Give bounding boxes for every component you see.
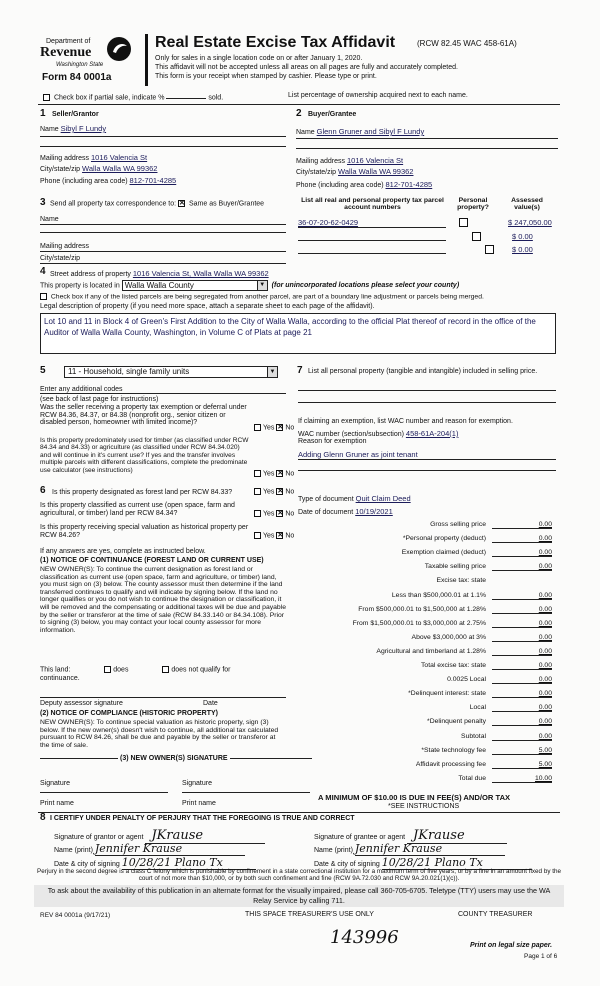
assessed-value-1[interactable]: $ 247,050.00 — [508, 218, 552, 227]
tax-row-value[interactable]: 0.00 — [492, 648, 552, 656]
county-treasurer-label: COUNTY TREASURER — [458, 911, 533, 918]
tax-row-label: Affidavit processing fee — [415, 760, 486, 768]
tax-row-value[interactable]: 0.00 — [492, 690, 552, 698]
buyer-city-row — [296, 167, 558, 176]
historical-question: Is this property receiving special valuation as historical property per RCW 84.26? — [40, 524, 249, 539]
buyer-city-label: City/state/zip — [296, 169, 337, 176]
buyer-phone-row — [296, 180, 558, 189]
street-address-row — [50, 269, 560, 278]
if-yes-note: If any answers are yes, complete as instructed below. — [40, 548, 206, 555]
tax-row-value[interactable]: 0.00 — [492, 733, 552, 741]
seller-phone-field[interactable]: 812-701-4285 — [129, 176, 177, 185]
q2-yes-no — [254, 470, 294, 477]
grantee-signature[interactable]: JKrause — [407, 828, 507, 844]
seller-name-field[interactable]: Sibyl F Lundy — [60, 124, 107, 133]
tax-row — [300, 690, 556, 701]
tax-row — [300, 634, 556, 645]
tax-row — [300, 775, 556, 786]
q1-yes-checkbox[interactable] — [254, 424, 261, 431]
grantee-name-field[interactable]: Jennifer Krause — [355, 842, 505, 856]
seller-name-label: Name — [40, 126, 59, 133]
grantor-date-field[interactable]: 10/28/21 Plano Tx — [122, 856, 256, 870]
chevron-down-icon[interactable]: ▼ — [267, 367, 277, 377]
additional-codes-label: Enter any additional codes — [40, 386, 123, 393]
treasurer-stamp-number: 143996 — [330, 927, 399, 948]
grantor-sig-label: Signature of grantor or agent — [54, 834, 144, 841]
s3-city-row[interactable] — [40, 255, 286, 264]
doc-type-label: Type of document — [298, 496, 354, 503]
s6q1-no-label: No — [285, 488, 295, 496]
does-label: does — [113, 666, 129, 674]
s3-city-label: City/state/zip — [40, 255, 81, 262]
q1-no-checkbox[interactable] — [276, 424, 283, 431]
tax-row — [300, 577, 556, 588]
section4-number: 4 — [40, 266, 46, 277]
notice-line2: This affidavit will not be accepted unless all areas on all pages are fully and accurately completed. — [155, 64, 458, 71]
q1-yes-no — [254, 424, 294, 431]
tax-row-label: Excise tax: state — [436, 577, 486, 585]
assessed-value-3[interactable]: $ 0.00 — [512, 245, 533, 254]
tax-row-label: Less than $500,000.01 at 1.1% — [391, 591, 486, 599]
tax-row — [300, 648, 556, 659]
buyer-phone-label: Phone (including area code) — [296, 182, 384, 189]
s6q1-no-checkbox[interactable] — [276, 488, 283, 495]
see-back-note: (see back of last page for instructions) — [40, 396, 159, 403]
doc-type-row — [298, 494, 411, 503]
notice-continuance-body: NEW OWNER(S): To continue the current designation as forest land or classification as current use (open space, farm and agriculture, or timber) land, you must sign on (3) below. The county assessor must then determine if the land transferred continues to qualify and will indicate by signing below. If the land no longer qualifies or you do not wish to continue the designation or classification, it will be removed and the compensating or additional taxes will be due and payable by the seller or transferor at the time of sale (RCW 84.33.140 or 84.34.108). Prior to signing (3) below, you may contact your local county assessor for more information. — [40, 566, 286, 634]
s3-mailing-row[interactable] — [40, 243, 286, 252]
new-owner-sig-line-1[interactable] — [40, 792, 168, 793]
same-as-buyer-label: Same as Buyer/Grantee — [188, 200, 265, 208]
q2-yes-checkbox[interactable] — [254, 470, 261, 477]
wac-row — [298, 429, 458, 438]
seller-name-line2 — [40, 146, 286, 147]
county-select[interactable] — [122, 280, 268, 291]
new-owner-print-label-2: Print name — [182, 800, 216, 807]
tax-row — [300, 676, 556, 687]
buyer-name-line — [296, 138, 558, 139]
tax-row-value[interactable]: 0.00 — [492, 634, 552, 642]
tax-row — [300, 662, 556, 673]
assessed-value-2[interactable]: $ 0.00 — [512, 232, 533, 241]
additional-codes-row[interactable] — [40, 386, 286, 394]
section8-rule — [38, 812, 560, 813]
seller-name-line — [40, 136, 286, 137]
tax-row — [300, 592, 556, 603]
q1-no-label: No — [285, 424, 295, 432]
tax-row — [300, 620, 556, 631]
wac-field[interactable]: 458-61A-204(1) — [405, 429, 459, 438]
tax-row — [300, 563, 556, 574]
parcel-row-2[interactable] — [298, 232, 446, 241]
grantee-date-field[interactable]: 10/28/21 Plano Tx — [382, 856, 532, 870]
tax-row-value[interactable]: 0.00 — [492, 592, 552, 600]
tax-row-label: Exemption claimed (deduct) — [401, 549, 486, 557]
s6q2-yes-checkbox[interactable] — [254, 510, 261, 517]
tax-row-value[interactable]: 0.00 — [492, 704, 552, 712]
section8-number: 8 — [40, 812, 46, 823]
tax-row — [300, 549, 556, 560]
grantee-name-row — [314, 842, 505, 856]
parcel-number-1: 36-07-20-62-0429 — [298, 218, 359, 227]
does-checkbox[interactable] — [104, 666, 111, 673]
q1-yes-label: Yes — [263, 424, 275, 432]
personal-property-header: Personal property? — [457, 197, 489, 211]
tax-row-label: *State technology fee — [421, 746, 486, 754]
tax-row — [300, 521, 556, 532]
ownership-note: List percentage of ownership acquired next to each name. — [288, 92, 468, 99]
reason-line-2[interactable] — [298, 470, 556, 471]
new-owner-signature-title: (3) NEW OWNER(S) SIGNATURE — [120, 755, 228, 762]
dept-line2: Revenue — [40, 45, 92, 60]
rcw-reference: (RCW 82.45 WAC 458-61A) — [417, 39, 517, 48]
segregated-row — [40, 293, 560, 300]
tax-row-label: Local — [469, 704, 486, 712]
certify-statement: I CERTIFY UNDER PENALTY OF PERJURY THAT THE FOREGOING IS TRUE AND CORRECT — [50, 815, 355, 822]
dept-line1: Department of — [46, 38, 91, 45]
grantor-name-field[interactable]: Jennifer Krause — [95, 842, 245, 856]
section2-number: 2 — [296, 108, 302, 119]
seller-name-row — [40, 124, 286, 133]
tax-row — [300, 747, 556, 758]
exemption-note: If claiming an exemption, list WAC number and reason for exemption. — [298, 418, 513, 425]
correspondence-label: Send all property tax correspondence to: — [50, 200, 177, 208]
correspondence-row — [50, 200, 264, 207]
buyer-mailing-field[interactable]: 1016 Valencia St — [346, 156, 404, 165]
this-land-row — [40, 666, 231, 673]
tax-row-value[interactable]: 5.00 — [492, 747, 552, 755]
doc-date-field[interactable]: 10/19/2021 — [355, 507, 393, 516]
tax-row-label: Total due — [458, 774, 486, 782]
tax-row — [300, 733, 556, 744]
minimum-due-note: A MINIMUM OF $10.00 IS DUE IN FEE(S) AND/OR TAX — [318, 793, 511, 802]
seller-phone-label: Phone (including area code) — [40, 178, 128, 185]
s6q2-yes-no — [254, 510, 294, 517]
tax-row-value[interactable]: 0.00 — [492, 676, 552, 684]
tax-row-value[interactable]: 0.00 — [492, 662, 552, 670]
unincorporated-note: (for unincorporated locations please select your county) — [271, 282, 460, 290]
tax-row-label: Agricultural and timberland at 1.28% — [376, 647, 486, 655]
s3-name-label: Name — [40, 216, 59, 223]
segregated-label: Check box if any of the listed parcels are being segregated from another parcel, are part of a boundary line adjustment or parcels being merged. — [50, 293, 484, 301]
section3-number: 3 — [40, 197, 46, 208]
seller-mailing-field[interactable]: 1016 Valencia St — [90, 153, 148, 162]
section1-number: 1 — [40, 108, 46, 119]
buyer-phone-field[interactable]: 812-701-4285 — [385, 180, 433, 189]
located-in-label: This property is located in — [40, 282, 120, 290]
new-owner-sig-label-1: Signature — [40, 780, 70, 787]
buyer-name-line2 — [296, 148, 558, 149]
doc-date-row — [298, 507, 393, 516]
parcel-list-header: List all real and personal property tax parcel account numbers — [301, 197, 444, 211]
treasurer-use-label: THIS SPACE TREASURER'S USE ONLY — [245, 911, 374, 918]
seller-mailing-row — [40, 153, 286, 162]
s6q2-no-checkbox[interactable] — [276, 510, 283, 517]
located-in-row — [40, 280, 459, 291]
s7-blank-line-1[interactable] — [298, 390, 556, 391]
q2-yes-label: Yes — [263, 470, 275, 478]
tax-row-value[interactable]: 0.00 — [492, 521, 552, 529]
s6q1-yes-checkbox[interactable] — [254, 488, 261, 495]
street-address-field[interactable]: 1016 Valencia St, Walla Walla WA 99362 — [132, 269, 269, 278]
seller-city-field[interactable]: Walla Walla WA 99362 — [82, 164, 158, 173]
chevron-down-icon[interactable]: ▼ — [257, 281, 267, 290]
tax-row-label: Total excise tax: state — [421, 662, 486, 669]
s6q3-no-checkbox[interactable] — [276, 532, 283, 539]
section6-number: 6 — [40, 485, 46, 496]
dor-emblem-icon — [106, 36, 132, 62]
tax-row-label: From $1,500,000.01 to $3,000,000 at 2.75% — [352, 619, 486, 627]
parcel-row-1[interactable] — [298, 218, 446, 228]
partial-sale-checkbox[interactable] — [43, 94, 50, 101]
grantor-name-row — [54, 842, 245, 856]
s6q1-yes-no — [254, 488, 294, 495]
seller-phone-row — [40, 176, 286, 185]
s6q2-yes-label: Yes — [263, 510, 275, 518]
section7-number: 7 — [297, 365, 303, 376]
s3-blank-line — [40, 232, 286, 233]
use-code-select[interactable] — [64, 366, 278, 378]
tax-row-label: *Delinquent penalty — [427, 718, 486, 726]
timber-question: Is this property predominately used for timber (as classified under RCW 84.34 and 84.33) or agriculture (as classified under RCW 84.34.020) and will continue in it's current use? If yes and the transfer involves multiple parcels with different classifications, complete the predominate use calculator (see instructions) — [40, 437, 249, 474]
continuance-label: continuance. — [40, 675, 80, 682]
buyer-city-field[interactable]: Walla Walla WA 99362 — [338, 167, 414, 176]
seller-city-label: City/state/zip — [40, 166, 81, 173]
personal-property-list-label: List all personal property (tangible and intangible) included in selling price. — [308, 368, 538, 375]
grantor-name-label: Name (print) — [54, 847, 93, 854]
q2-no-label: No — [285, 470, 295, 478]
tax-row — [300, 606, 556, 617]
legal-description-label: Legal description of property (if you need more space, attach a separate sheet to each page of the affidavit). — [40, 303, 375, 310]
tax-row-value[interactable]: 0.00 — [492, 535, 552, 543]
s7-blank-line-2[interactable] — [298, 402, 556, 403]
seller-city-row — [40, 164, 286, 173]
partial-sale-row — [43, 94, 223, 101]
tax-row — [300, 704, 556, 715]
grantee-date-label: Date & city of signing — [314, 861, 380, 868]
s6q2-no-label: No — [285, 510, 295, 518]
personal-property-checkbox-3[interactable] — [485, 245, 494, 254]
legal-description-field[interactable]: Lot 10 and 11 in Block 4 of Green's First Addition to the City of Walla Walla, according to the official Plat thereof of record in the office of the Auditor of Walla Walla County, Washington, in Volume C of Plats at page 21 — [40, 313, 556, 354]
partial-sale-label: Check box if partial sale, indicate % — [53, 94, 165, 102]
section5-number: 5 — [40, 365, 46, 376]
sold-label: sold. — [208, 94, 224, 102]
form-title: Real Estate Excise Tax Affidavit — [155, 34, 396, 51]
this-land-label: This land: — [40, 666, 71, 674]
legal-paper-note: Print on legal size paper. — [470, 942, 553, 949]
buyer-mailing-label: Mailing address — [296, 158, 346, 165]
new-owner-sig-line-2[interactable] — [182, 792, 310, 793]
current-use-question: Is this property classified as current use (open space, farm and agricultural, or timber) land per RCW 84.34? — [40, 502, 235, 517]
grantee-name-label: Name (print) — [314, 847, 353, 854]
form-number: Form 84 0001a — [42, 72, 112, 83]
seller-heading: Seller/Grantor — [52, 111, 99, 118]
doc-date-label: Date of document — [298, 509, 354, 516]
county-select-value: Walla Walla County — [124, 281, 194, 290]
tax-row — [300, 718, 556, 729]
street-address-label: Street address of property — [50, 271, 131, 278]
revision-label: REV 84 0001a (9/17/21) — [40, 912, 111, 919]
deputy-signature-label: Deputy assessor signature — [40, 700, 123, 707]
reason-label: Reason for exemption — [298, 438, 367, 445]
tax-row-label: From $500,000.01 to $1,500,000 at 1.28% — [358, 605, 486, 613]
notice-compliance-title: (2) NOTICE OF COMPLIANCE (HISTORIC PROPERTY) — [40, 710, 218, 717]
tax-row-label: Taxable selling price — [424, 563, 486, 571]
perjury-notice: Perjury in the second degree is a class C felony which is punishable by confinement in a state correctional institution for a maximum term of five years, or by a fine in an amount fixed by the court of not more than $10,000, or by both such confinement and fine (RCW 9A.72.030 and RCW 9A.20.021(1)(c)). — [37, 868, 561, 883]
see-instructions-note: *SEE INSTRUCTIONS — [388, 803, 460, 810]
s6q1-yes-label: Yes — [263, 488, 275, 496]
does-not-checkbox[interactable] — [162, 666, 169, 673]
segregated-checkbox[interactable] — [40, 293, 47, 300]
q2-no-checkbox[interactable] — [276, 470, 283, 477]
tax-row-value[interactable]: 0.00 — [492, 620, 552, 628]
s6q3-yes-no — [254, 532, 294, 539]
dept-line3: Washington State — [56, 62, 104, 68]
use-code-value: 11 - Household, single family units — [68, 367, 190, 376]
new-owner-sig-label-2: Signature — [182, 780, 212, 787]
grantor-date-label: Date & city of signing — [54, 861, 120, 868]
buyer-name-label: Name — [296, 129, 315, 136]
s6q3-no-label: No — [285, 532, 295, 540]
notice-line3: This form is your receipt when stamped by cashier. Please type or print. — [155, 73, 377, 80]
tax-row-value[interactable]: 0.00 — [492, 563, 552, 571]
notice-compliance-body: NEW OWNER(S): To continue special valuation as historic property, sign (3) below. If the new owner(s) doesn't wish to continue, all additional tax calculated pursuant to RCW 84.26, shall be due and payable by the seller or transferor at the time of sale. — [40, 719, 279, 749]
alternate-format-notice: To ask about the availability of this publication in an alternate format for the visually impaired, please call 360-705-6705. Teletype (TTY) users may use the WA Relay Service by calling 711. — [34, 885, 564, 907]
dor-logo — [40, 34, 140, 84]
forest-land-question: Is this property designated as forest land per RCW 84.33? — [52, 489, 233, 496]
does-not-label: does not qualify for — [171, 666, 231, 674]
tax-row-label: Subtotal — [461, 732, 486, 740]
header-rule — [38, 104, 560, 105]
s6q3-yes-checkbox[interactable] — [254, 532, 261, 539]
new-owner-print-label-1: Print name — [40, 800, 74, 807]
partial-pct-field[interactable] — [166, 98, 206, 99]
tax-row-value[interactable]: 0.00 — [492, 549, 552, 557]
buyer-mailing-row — [296, 156, 558, 165]
notice-continuance-title: (1) NOTICE OF CONTINUANCE (FOREST LAND OR CURRENT USE) — [40, 557, 264, 564]
tax-row-value[interactable]: 5.00 — [492, 761, 552, 769]
header-divider — [145, 34, 148, 86]
s6q3-yes-label: Yes — [263, 532, 275, 540]
personal-property-checkbox-1[interactable] — [459, 218, 468, 227]
seller-mailing-label: Mailing address — [40, 155, 90, 162]
assessed-value-header: Assessed value(s) — [511, 197, 543, 211]
exemption-question: Was the seller receiving a property tax exemption or deferral under RCW 84.36, 84.37, or 84.38 (nonprofit org., senior citizen or disabled person, homeowner with limited income)? — [40, 404, 247, 427]
tax-row — [300, 535, 556, 546]
deputy-sig-line[interactable] — [40, 697, 286, 698]
reason-field[interactable]: Adding Glenn Gruner as joint tenant — [298, 450, 556, 460]
tax-row-label: 0.0025 Local — [447, 676, 486, 684]
tax-row-label: Above $3,000,000 at 3% — [411, 633, 486, 641]
tax-row-label: *Delinquent interest: state — [408, 690, 486, 698]
buyer-name-field[interactable]: Glenn Gruner and Sibyl F Lundy — [316, 127, 425, 136]
tax-row-value[interactable]: 0.00 — [492, 718, 552, 726]
grantor-signature[interactable]: JKrause — [145, 828, 265, 844]
tax-row-value[interactable]: 0.00 — [492, 606, 552, 614]
tax-row — [300, 761, 556, 772]
grantee-sig-label: Signature of grantee or agent — [314, 834, 406, 841]
personal-property-checkbox-2[interactable] — [472, 232, 481, 241]
doc-type-field[interactable]: Quit Claim Deed — [355, 494, 411, 503]
buyer-heading: Buyer/Grantee — [308, 111, 357, 118]
s3-name-row[interactable] — [40, 216, 286, 225]
tax-row-label: Gross selling price — [430, 521, 486, 528]
notice-line1: Only for sales in a single location code on or after January 1, 2020. — [155, 55, 363, 62]
page-number: Page 1 of 6 — [524, 953, 558, 960]
s3-mailing-label: Mailing address — [40, 243, 90, 250]
tax-row-label: *Personal property (deduct) — [402, 535, 486, 543]
wac-label: WAC number (section/subsection) — [298, 431, 404, 438]
parcel-row-3[interactable] — [298, 245, 446, 254]
same-as-buyer-checkbox[interactable] — [178, 200, 185, 207]
buyer-name-row — [296, 127, 558, 136]
tax-row-value[interactable]: 10.00 — [492, 775, 552, 783]
deputy-date-label: Date — [203, 700, 218, 707]
